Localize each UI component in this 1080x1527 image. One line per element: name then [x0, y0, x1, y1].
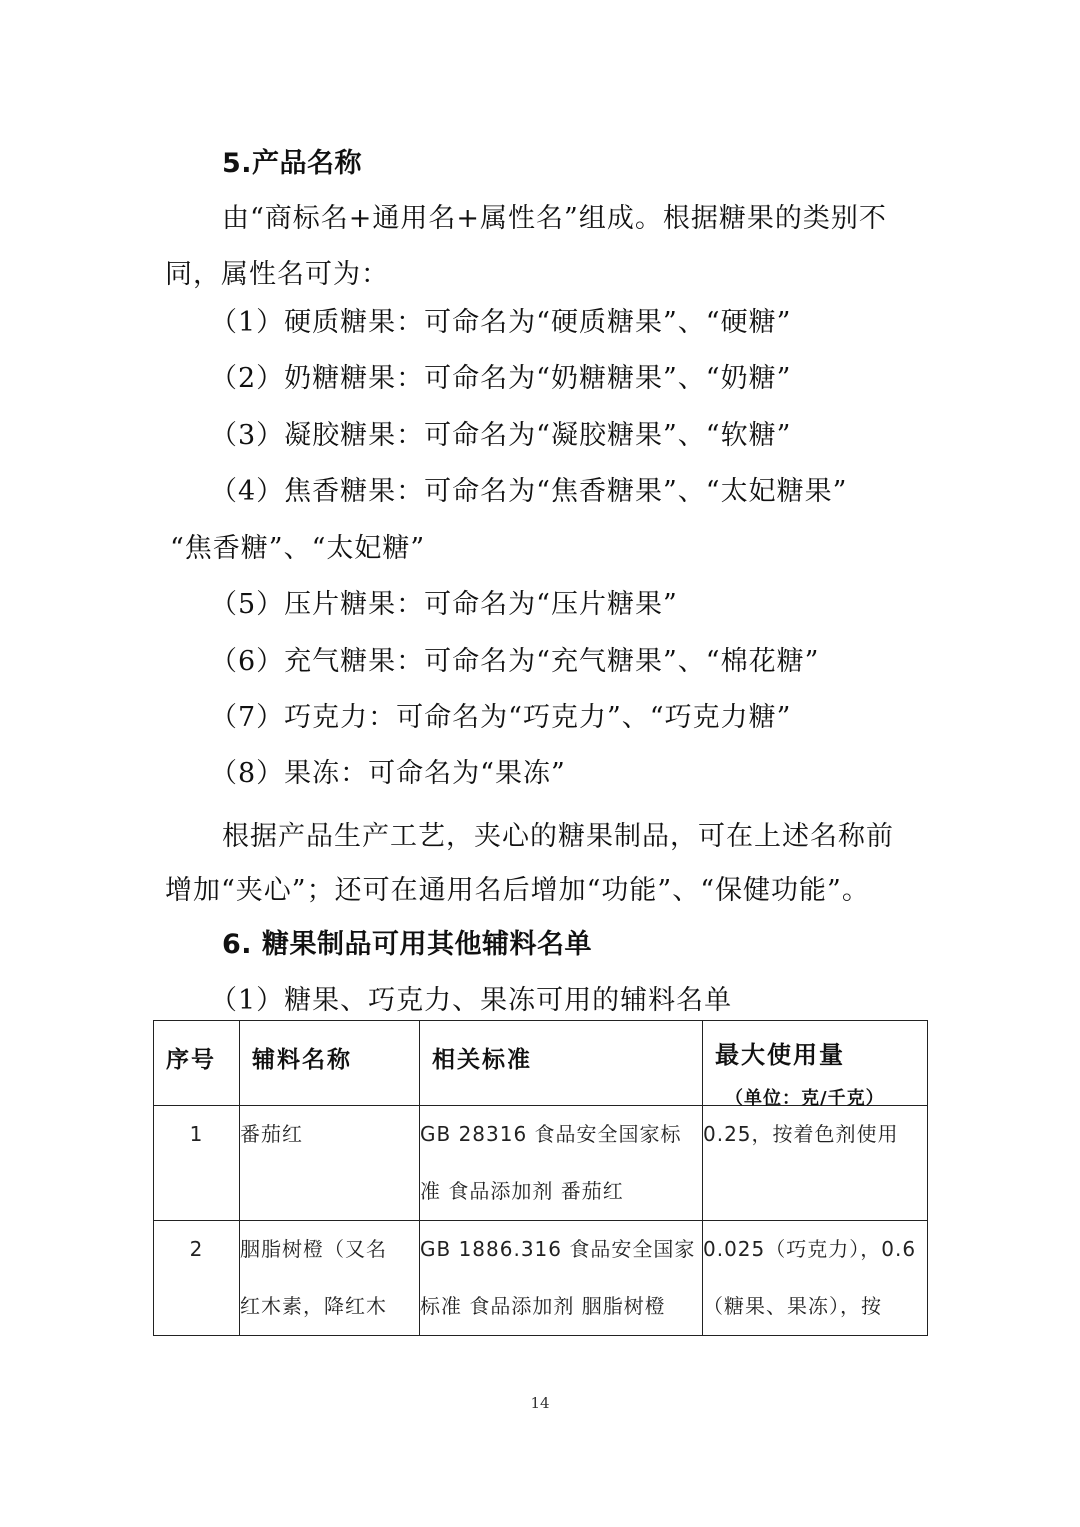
cell-line: 0.25，按着色剂使用 [703, 1122, 899, 1146]
header-seq [154, 1021, 240, 1106]
cell-line: 准 食品添加剂 番茄红 [420, 1179, 624, 1203]
header-standard-label: 相关标准 [432, 1047, 532, 1073]
list-item: （3）凝胶糖果：可命名为“凝胶糖果”、“软糖” [210, 420, 792, 451]
cell-line: 0.025（巧克力），0.6 [703, 1237, 917, 1261]
header-name-label: 辅料名称 [252, 1047, 352, 1073]
list-item-continuation: “焦香糖”、“太妃糖” [170, 533, 426, 564]
list-item: （6）充气糖果：可命名为“充气糖果”、“棉花糖” [210, 646, 820, 677]
section-6-heading: 6. 糖果制品可用其他辅料名单 [222, 929, 592, 960]
cell-line: GB 28316 食品安全国家标 [420, 1122, 682, 1146]
cell-line: 番茄红 [240, 1122, 303, 1146]
cell-max-usage [703, 1106, 928, 1221]
cell-line: 胭脂树橙（又名 [240, 1237, 387, 1261]
header-max-usage [703, 1021, 928, 1109]
cell-line [703, 1163, 927, 1220]
cell-line: 红木素，降红木 [240, 1294, 387, 1318]
note-line-1: 根据产品生产工艺，夹心的糖果制品，可在上述名称前 [222, 821, 894, 852]
header-name [240, 1021, 420, 1106]
header-max-title: 最大使用量 [715, 1041, 845, 1069]
cell-standard [420, 1221, 703, 1336]
cell-seq: 1 [154, 1106, 240, 1221]
cell-max-usage [703, 1221, 928, 1336]
header-max-unit: （单位：克/千克） [725, 1088, 885, 1109]
section-6-subheading: （1）糖果、巧克力、果冻可用的辅料名单 [210, 985, 733, 1016]
header-seq-label: 序号 [166, 1047, 216, 1073]
list-item: （2）奶糖糖果：可命名为“奶糖糖果”、“奶糖” [210, 363, 792, 394]
list-item: （5）压片糖果：可命名为“压片糖果” [210, 589, 678, 620]
table-header-row [154, 1021, 928, 1106]
list-item: （1）硬质糖果：可命名为“硬质糖果”、“硬糖” [210, 307, 792, 338]
list-item: （8）果冻：可命名为“果冻” [210, 758, 566, 789]
list-item: （7）巧克力：可命名为“巧克力”、“巧克力糖” [210, 702, 792, 733]
intro-line-1: 由“商标名+通用名+属性名”组成。根据糖果的类别不 [222, 203, 887, 234]
header-standard [420, 1021, 703, 1106]
section-5-heading: 5.产品名称 [222, 148, 363, 179]
list-item: （4）焦香糖果：可命名为“焦香糖果”、“太妃糖果” [210, 476, 848, 507]
cell-seq: 2 [154, 1221, 240, 1336]
cell-name [240, 1221, 420, 1336]
page-number: 14 [530, 1394, 550, 1412]
intro-line-2: 同，属性名可为： [165, 259, 389, 290]
cell-line: 标准 食品添加剂 胭脂树橙 [420, 1294, 666, 1318]
cell-line: GB 1886.316 食品安全国家 [420, 1237, 696, 1261]
note-line-2: 增加“夹心”；还可在通用名后增加“功能”、“保健功能”。 [165, 875, 870, 906]
cell-line: （糖果、果冻），按 [703, 1294, 882, 1318]
cell-name [240, 1106, 420, 1221]
table-row [154, 1221, 928, 1336]
cell-standard [420, 1106, 703, 1221]
auxiliary-materials-table [153, 1020, 928, 1336]
cell-line [240, 1163, 419, 1220]
table-row [154, 1106, 928, 1221]
